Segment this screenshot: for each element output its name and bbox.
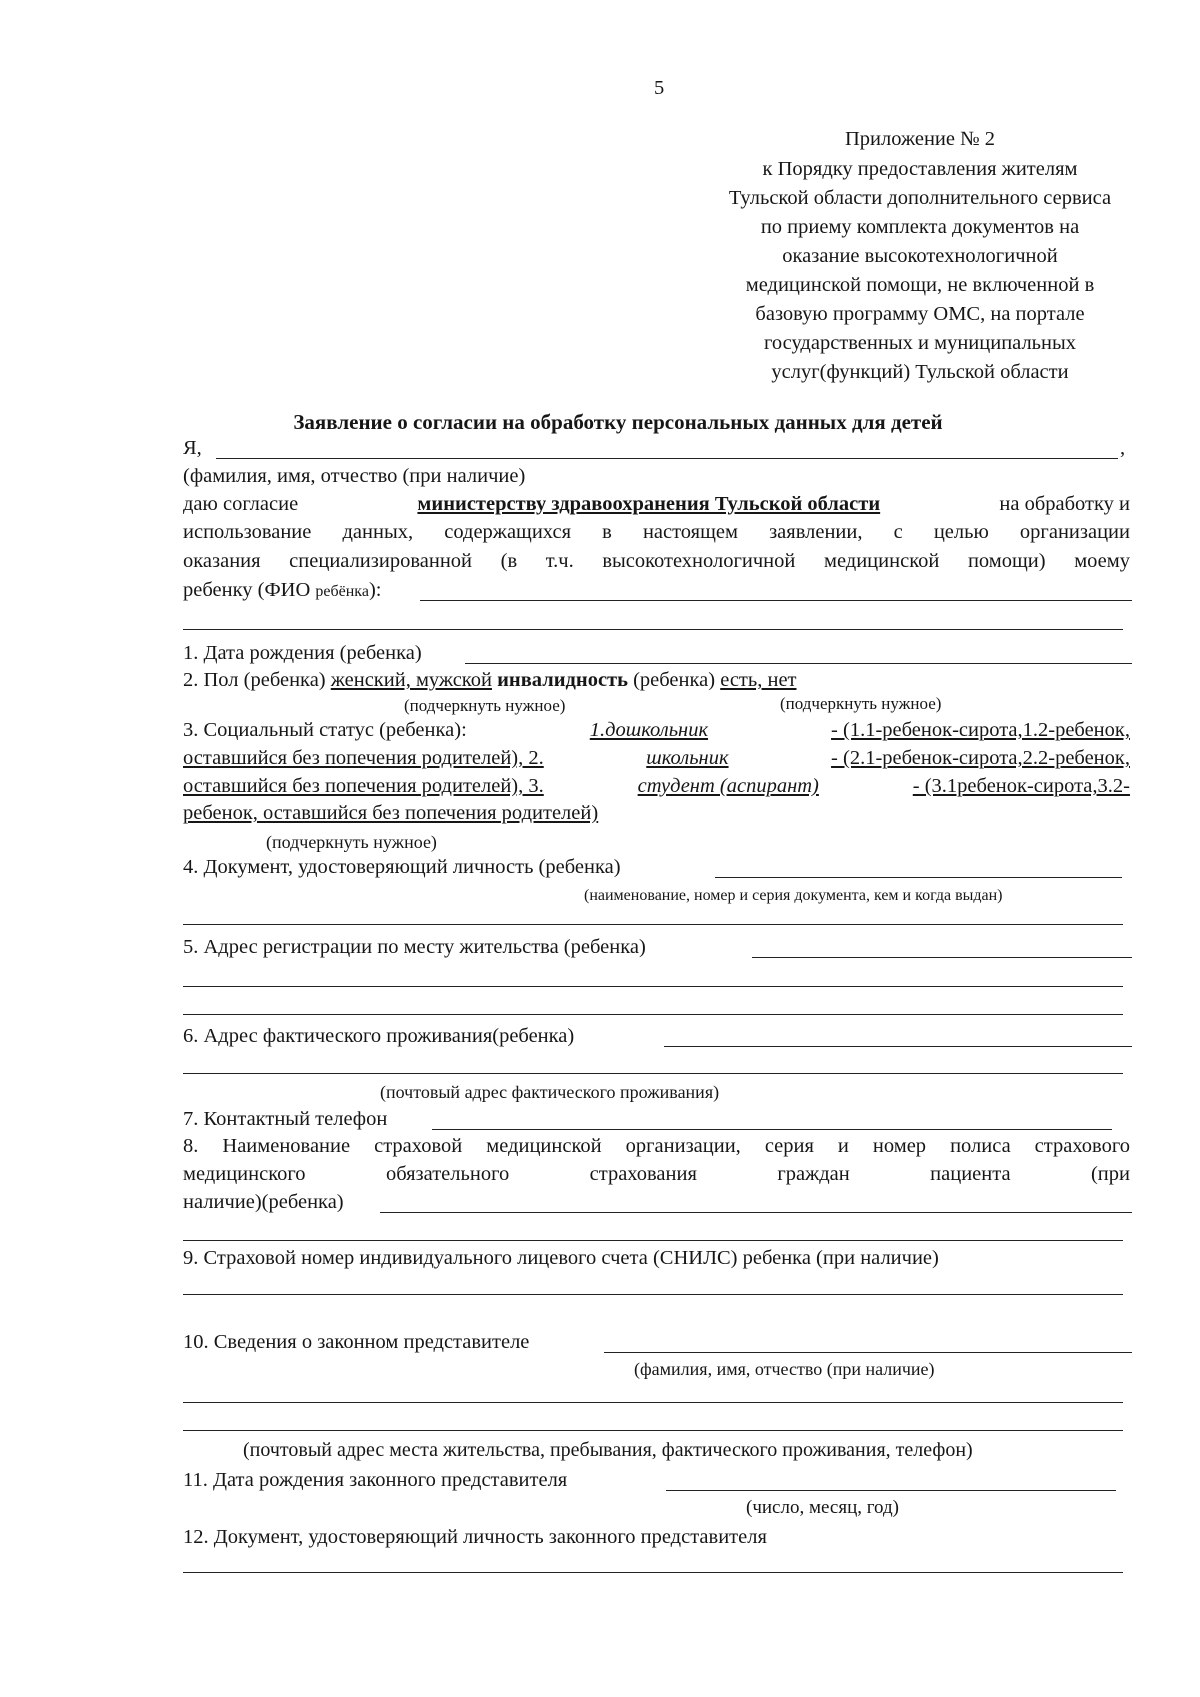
item-4-hint: (наименование, номер и серия документа, кем и когда выдан) <box>584 887 1003 904</box>
item-8-line-3: наличие)(ребенка) <box>183 1191 344 1213</box>
child-fio-field-line-2[interactable] <box>183 629 1123 630</box>
representative-field-line-3[interactable] <box>183 1430 1123 1431</box>
appendix-line: Приложение № 2 <box>844 128 996 150</box>
item-12-label: 12. Документ, удостоверяющий личность законного представителя <box>183 1526 767 1548</box>
consent-line-2: использование данных, содержащихся в настоящем заявлении, с целью организации <box>183 521 1130 543</box>
item-8-line-2: медицинского обязательного страхования граждан пациента (при <box>183 1163 1130 1185</box>
appendix-line: Тульской области дополнительного сервиса <box>728 187 1112 209</box>
disability-options[interactable]: есть, нет <box>720 669 797 691</box>
item-2-line: 2. Пол (ребенка) женский, мужской инвалидность (ребенка) есть, нет <box>183 669 797 691</box>
item-4-label: 4. Документ, удостоверяющий личность (ребенка) <box>183 856 621 878</box>
item-9-label: 9. Страховой номер индивидуального лицевого счета (СНИЛС) ребенка (при наличие) <box>183 1247 939 1269</box>
option-preschool[interactable]: 1.дошкольник <box>589 719 709 741</box>
representative-field-line[interactable] <box>604 1352 1132 1353</box>
id-document-field-line-2[interactable] <box>183 924 1123 925</box>
item-3-line-4[interactable]: ребенок, оставшийся без попечения родителей) <box>183 802 599 824</box>
item-3-line-2: оставшийся без попечения родителей), 2. школьник - (2.1-ребенок-сирота,2.2-ребенок, <box>183 747 1130 769</box>
actual-address-field-line-2[interactable] <box>183 1073 1123 1074</box>
item-1-label: 1. Дата рождения (ребенка) <box>183 642 422 664</box>
insurance-field-line[interactable] <box>380 1212 1132 1213</box>
phone-field-line[interactable] <box>432 1129 1112 1130</box>
appendix-line: к Порядку предоставления жителям <box>762 158 1078 180</box>
snils-field-line[interactable] <box>183 1294 1123 1295</box>
appendix-line: по приему комплекта документов на <box>760 216 1080 238</box>
option-schoolchild[interactable]: школьник <box>646 747 729 769</box>
item-10-hint: (фамилия, имя, отчество (при наличие) <box>634 1359 935 1379</box>
item-10-hint-2: (почтовый адрес места жительства, пребывания, фактического проживания, телефон) <box>243 1439 973 1461</box>
birth-date-field-line[interactable] <box>465 663 1132 664</box>
representative-document-field-line[interactable] <box>183 1572 1123 1573</box>
hint-underline: (подчеркнуть нужное) <box>780 694 942 713</box>
ministry-name: министерству здравоохранения Тульской области <box>417 493 881 515</box>
actual-address-field-line[interactable] <box>664 1046 1132 1047</box>
item-11-hint: (число, месяц, год) <box>746 1497 900 1518</box>
item-10-label: 10. Сведения о законном представителе <box>183 1331 530 1353</box>
fio-comma: , <box>1120 437 1126 459</box>
consent-line-1 <box>183 492 1130 516</box>
representative-field-line-2[interactable] <box>183 1402 1123 1403</box>
consent-text-1: даю согласие <box>183 493 299 515</box>
item-6-hint: (почтовый адрес фактического проживания) <box>380 1082 720 1102</box>
appendix-line: услуг(функций) Тульской области <box>771 361 1069 383</box>
option-student[interactable]: студент (аспирант) <box>637 775 819 797</box>
registration-address-field-line-3[interactable] <box>183 1014 1123 1015</box>
item-11-label: 11. Дата рождения законного представителя <box>183 1469 568 1491</box>
item-8-line-1: 8. Наименование страховой медицинской организации, серия и номер полиса страхового <box>183 1135 1130 1157</box>
hint-underline: (подчеркнуть нужное) <box>404 696 566 715</box>
item-6-label: 6. Адрес фактического проживания(ребенка) <box>183 1025 575 1047</box>
consent-line-3: оказания специализированной (в т.ч. высокотехнологичной медицинской помощи) моему <box>183 550 1130 572</box>
gender-options[interactable]: женский, мужской <box>330 669 492 691</box>
page-number: 5 <box>654 77 665 99</box>
ya-label: Я, <box>183 437 202 459</box>
hint-underline: (подчеркнуть нужное) <box>266 832 437 852</box>
appendix-line: государственных и муниципальных <box>763 332 1077 354</box>
item-7-label: 7. Контактный телефон <box>183 1108 388 1130</box>
fio-field-line[interactable] <box>216 458 1118 459</box>
registration-address-field-line-2[interactable] <box>183 986 1123 987</box>
appendix-line: оказание высокотехнологичной <box>782 245 1058 267</box>
appendix-line: медицинской помощи, не включенной в <box>745 274 1095 296</box>
insurance-field-line-2[interactable] <box>183 1240 1123 1241</box>
item-3-line-1: 3. Социальный статус (ребенка): 1.дошкольник - (1.1-ребенок-сирота,1.2-ребенок, <box>183 719 1130 741</box>
child-fio-label: ребенку (ФИО ребёнка): <box>183 579 382 601</box>
registration-address-field-line[interactable] <box>752 957 1132 958</box>
appendix-line: базовую программу ОМС, на портале <box>755 303 1085 325</box>
consent-text-2: на обработку и <box>999 493 1130 515</box>
child-fio-field-line[interactable] <box>420 600 1132 601</box>
item-5-label: 5. Адрес регистрации по месту жительства (ребенка) <box>183 936 646 958</box>
id-document-field-line[interactable] <box>715 877 1122 878</box>
representative-birth-date-field-line[interactable] <box>666 1490 1116 1491</box>
fio-hint: (фамилия, имя, отчество (при наличие) <box>183 465 526 487</box>
item-3-line-3: оставшийся без попечения родителей), 3. студент (аспирант) - (3.1ребенок-сирота,3.2- <box>183 775 1130 797</box>
document-title: Заявление о согласии на обработку персональных данных для детей <box>293 410 943 434</box>
